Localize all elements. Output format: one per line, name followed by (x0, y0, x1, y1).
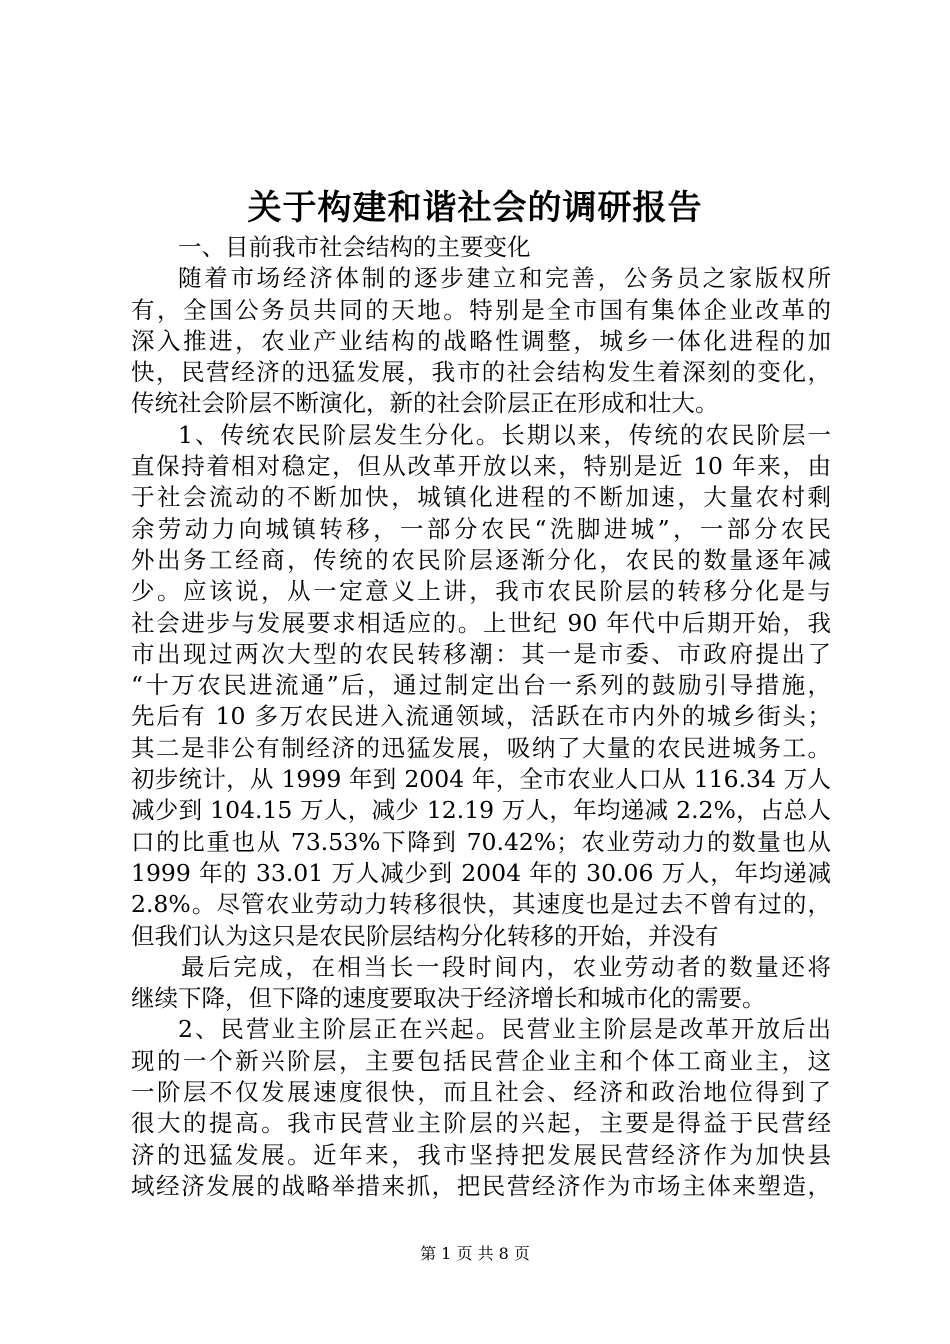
paragraph-line: 随着市场经济体制的逐步建立和完善，公务员之家版权所 (178, 264, 831, 293)
paragraph-line: 但我们认为这只是农民阶层结构分化转移的开始，并没有 (131, 921, 719, 950)
paragraph-line: 继续下降，但下降的速度要取决于经济增长和城市化的需要。 (131, 984, 766, 1013)
paragraph-line: 域经济发展的战略举措来抓，把民营经济作为市场主体来塑造， (131, 1171, 831, 1200)
page-footer: 第 1 页 共 8 页 (420, 1244, 530, 1263)
paragraph-line: 市出现过两次大型的农民转移潮：其一是市委、市政府提出了 (131, 639, 831, 668)
paragraph-line: 减少到 104.15 万人，减少 12.19 万人，年均递减 2.2%，占总人 (131, 796, 831, 825)
paragraph-line: 很大的提高。我市民营业主阶层的兴起，主要是得益于民营经 (131, 1109, 831, 1138)
paragraph-line: 有，全国公务员共同的天地。特别是全市国有集体企业改革的 (131, 295, 831, 324)
paragraph-line: 2.8%。尽管农业劳动力转移很快，其速度也是过去不曾有过的， (131, 890, 831, 919)
paragraph-line: 1999 年的 33.01 万人减少到 2004 年的 30.06 万人，年均递减 (131, 858, 831, 887)
paragraph-line: “十万农民进流通”后，通过制定出台一系列的鼓励引导措施， (131, 671, 831, 700)
paragraph-line: 快，民营经济的迅猛发展，我市的社会结构发生着深刻的变化， (131, 358, 831, 387)
paragraph-line: 最后完成，在相当长一段时间内，农业劳动者的数量还将 (181, 952, 831, 981)
paragraph-line: 1、传统农民阶层发生分化。长期以来，传统的农民阶层一 (178, 420, 831, 449)
paragraph-line: 先后有 10 多万农民进入流通领域，活跃在市内外的城乡街头； (131, 702, 831, 731)
paragraph-line: 直保持着相对稳定，但从改革开放以来，特别是近 10 年来，由 (131, 452, 831, 481)
paragraph-line: 济的迅猛发展。近年来，我市坚持把发展民营经济作为加快县 (131, 1140, 831, 1169)
document-body (131, 232, 831, 1202)
document-title: 关于构建和谐社会的调研报告 (247, 188, 703, 228)
paragraph-line: 其二是非公有制经济的迅猛发展，吸纳了大量的农民进城务工。 (131, 733, 831, 762)
paragraph-line: 深入推进，农业产业结构的战略性调整，城乡一体化进程的加 (131, 326, 831, 355)
paragraph-line: 2、民营业主阶层正在兴起。民营业主阶层是改革开放后出 (178, 1015, 831, 1044)
paragraph-line: 现的一个新兴阶层，主要包括民营企业主和个体工商业主，这 (131, 1046, 831, 1075)
paragraph-line: 口的比重也从 73.53%下降到 70.42%；农业劳动力的数量也从 (131, 827, 831, 856)
paragraph-line: 外出务工经商，传统的农民阶层逐渐分化，农民的数量逐年减 (131, 545, 831, 574)
paragraph-line: 一阶层不仅发展速度很快，而且社会、经济和政治地位得到了 (131, 1078, 831, 1107)
paragraph-line: 社会进步与发展要求相适应的。上世纪 90 年代中后期开始，我 (131, 608, 831, 637)
paragraph-line: 于社会流动的不断加快，城镇化进程的不断加速，大量农村剩 (131, 483, 831, 512)
paragraph-line: 初步统计，从 1999 年到 2004 年，全市农业人口从 116.34 万人 (131, 765, 831, 794)
paragraph-line: 余劳动力向城镇转移，一部分农民“洗脚进城”，一部分农民 (131, 514, 831, 543)
paragraph-line: 传统社会阶层不断演化，新的社会阶层正在形成和壮大。 (131, 389, 719, 418)
paragraph-line: 少。应该说，从一定意义上讲，我市农民阶层的转移分化是与 (131, 577, 831, 606)
section-heading: 一、目前我市社会结构的主要变化 (178, 233, 531, 261)
